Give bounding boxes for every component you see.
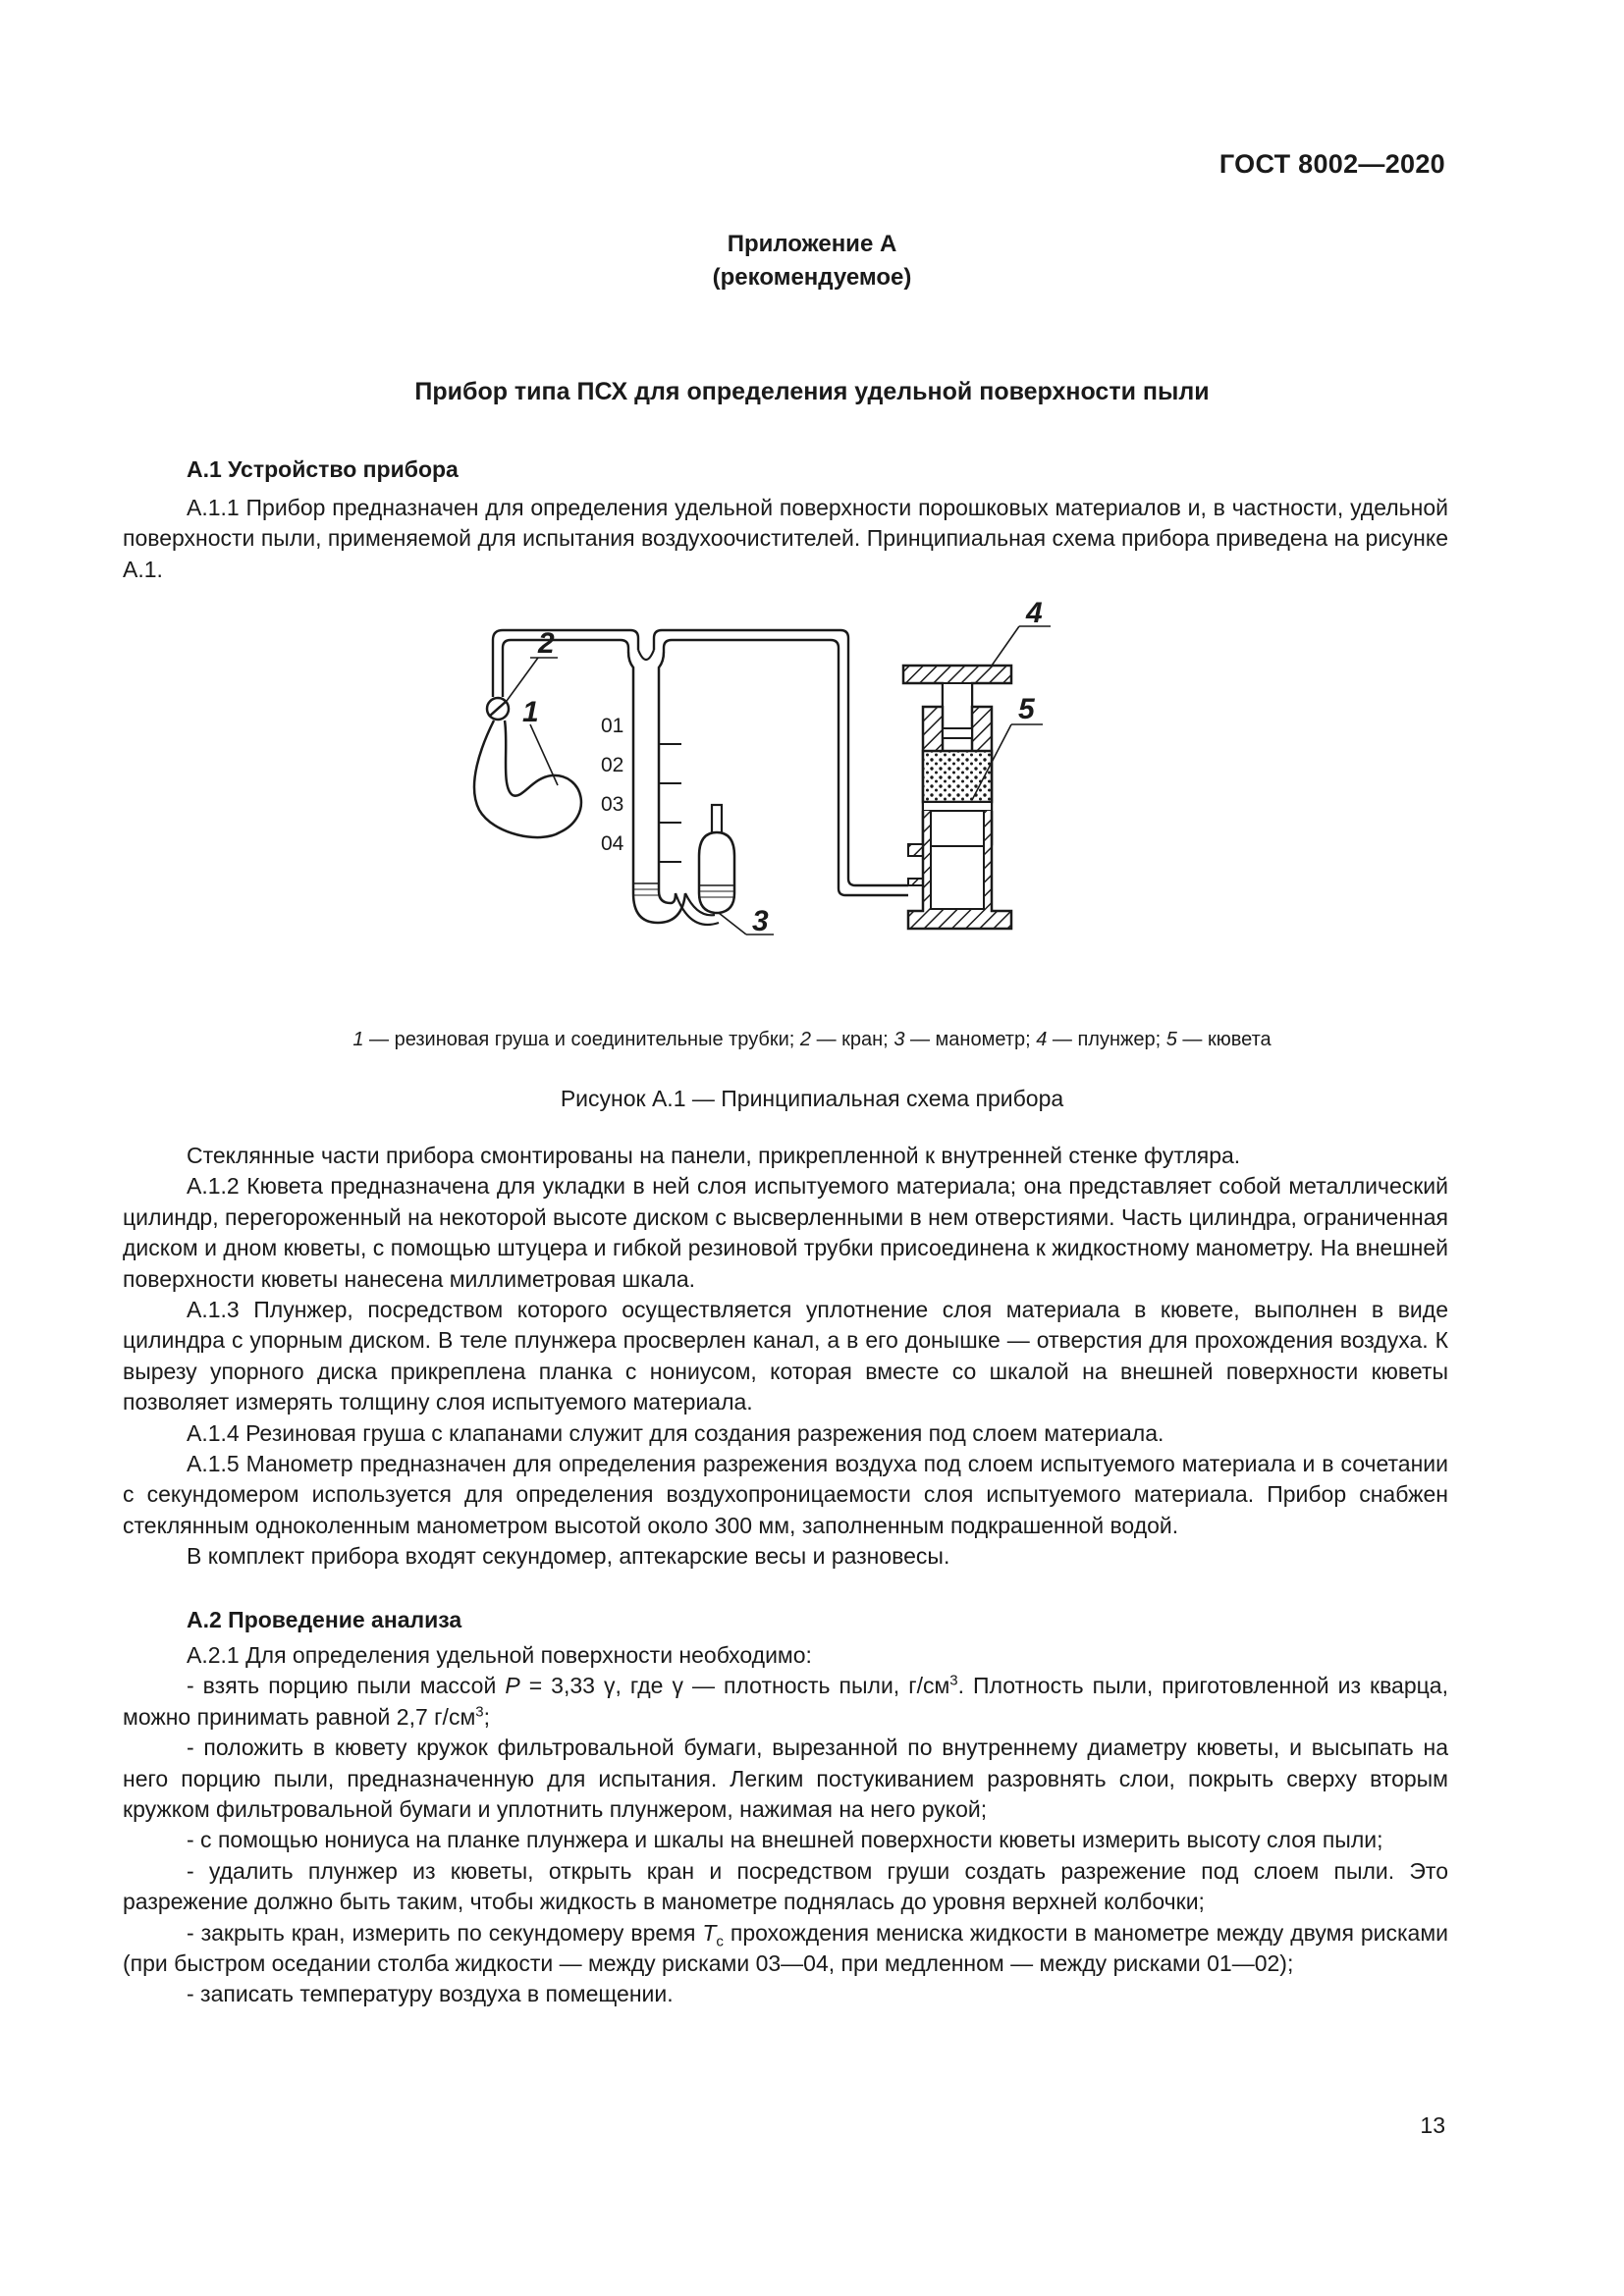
paragraph-a1-3: А.1.3 Плунжер, посредством которого осуществляется уплотнение слоя материала в кювете, выполнен в виде цилиндра с упорным диском. В теле плунжера просверлен канал, а в его донышке — отверстия для прохождения воздуха. К вырезу упорного диска прикреплена планка с нониусом, которая вместе со шкалой на внешней поверхности кюветы позволяет измерять толщину слоя испытуемого материала. (123, 1297, 1448, 1415)
legend-num-5: 5 (1165, 1029, 1177, 1050)
callout-2: 2 (538, 627, 555, 660)
step-1: - взять порцию пыли массой P = 3,33 γ, где γ — плотность пыли, $г/см^3$. Плотность пыли, приготовленной из кварца, можно принимать равной 2,7 $г/см^3$; (123, 1672, 1448, 1730)
legend-text-2: — кран; (811, 1029, 894, 1050)
section-a1-body (123, 1141, 1448, 1573)
callout-4: 4 (1026, 599, 1043, 629)
section-heading-a1: А.1 Устройство прибора (187, 456, 459, 482)
figure-legend (0, 1029, 1624, 1051)
paragraph-a1-4: А.1.4 Резиновая груша с клапанами служит для создания разрежения под слоем материала. (187, 1419, 1164, 1446)
scale-mark-03: 03 (601, 793, 624, 816)
legend-num-4: 4 (1036, 1029, 1048, 1050)
step-3: - с помощью нониуса на планке плунжера и шкалы на внешней поверхности кюветы измерить высоту слоя пыли; (187, 1827, 1383, 1853)
legend-num-3: 3 (893, 1029, 905, 1050)
legend-text-3: — манометр; (904, 1029, 1037, 1050)
paragraph-a1-1-block (123, 493, 1448, 585)
device-schematic (461, 599, 1110, 991)
annex-heading (0, 228, 1624, 294)
document-title: Прибор типа ПСХ для определения удельной поверхности пыли (414, 378, 1210, 405)
figure-caption: Рисунок А.1 — Принципиальная схема прибора (560, 1086, 1064, 1111)
section-heading-a2: А.2 Проведение анализа (187, 1607, 462, 1632)
callout-5: 5 (1018, 693, 1035, 725)
callout-1: 1 (522, 696, 539, 728)
section-a2-body (123, 1640, 1448, 2010)
legend-text-1: — резиновая груша и соединительные трубки; (363, 1029, 800, 1050)
step-5: - закрыть кран, измерить по секундомеру время $T_c$ прохождения мениска жидкости в манометре между двумя рисками (при быстром оседании столба жидкости — между рисками 03—04, при медленном — между рисками 01—02); (123, 1919, 1448, 1977)
paragraph-a2-1: А.2.1 Для определения удельной поверхности необходимо: (187, 1642, 812, 1668)
dust-layer (923, 751, 992, 802)
paragraph-a1-5: А.1.5 Манометр предназначен для определения разрежения воздуха под слоем испытуемого материала и в сочетании с секундомером используется для определения воздухопроницаемости слоя испытуемого материала. Прибор снабжен стеклянным одноколенным манометром высотой около 300 мм, заполненным подкрашенной водой. (123, 1451, 1448, 1538)
scale-mark-02: 02 (601, 754, 624, 776)
paragraph-a1-2: А.1.2 Кювета предназначена для укладки в ней слоя испытуемого материала; она представляет собой металлический цилиндр, перегороженный на некоторой высоте диском с высверленными в нем отверстиями. Часть цилиндра, ограниченная диском и дном кюветы, с помощью штуцера и гибкой резиновой трубки присоединена к жидкостному манометру. На внешней поверхности кюветы нанесена миллиметровая шкала. (123, 1173, 1448, 1292)
legend-num-1: 1 (352, 1029, 364, 1050)
rubber-bulb (474, 721, 581, 837)
paragraph-kit: В комплект прибора входят секундомер, аптекарские весы и разновесы. (187, 1543, 950, 1570)
manometer (628, 652, 685, 923)
annex-title: Приложение А (727, 231, 897, 257)
manometer-bulb (699, 832, 734, 913)
legend-num-2: 2 (799, 1029, 812, 1050)
page-number: 13 (1420, 2112, 1445, 2138)
step-6: - записать температуру воздуха в помещении. (187, 1981, 674, 2007)
step-4: - удалить плунжер из кюветы, открыть кран и посредством груши создать разрежение под слоем пыли. Это разрежение должно быть таким, чтобы жидкость в манометре поднялась до уровня верхней колбочки; (123, 1857, 1448, 1915)
annex-status: (рекомендуемое) (712, 264, 912, 291)
legend-text-5: — кювета (1176, 1029, 1272, 1050)
legend-text-4: — плунжер; (1047, 1029, 1166, 1050)
standard-id: ГОСТ 8002—2020 (1218, 149, 1445, 179)
callout-3: 3 (752, 905, 769, 937)
scale-mark-01: 01 (601, 715, 624, 737)
scale-mark-04: 04 (601, 832, 624, 855)
step-2: - положить в кювету кружок фильтровальной бумаги, вырезанной по внутреннему диаметру кюветы, и высыпать на него порцию пыли, предназначенную для испытания. Легким постукиванием разровнять слои, покрыть сверху вторым кружком фильтровальной бумаги и уплотнить плунжером, нажимая на него рукой; (123, 1735, 1448, 1823)
paragraph-a1-1: А.1.1 Прибор предназначен для определения удельной поверхности порошковых материалов и, в частности, удельной поверхности пыли, применяемой для испытания воздухоочистителей. Принципиальная схема прибора приведена на рисунке А.1. (123, 495, 1448, 582)
paragraph-glass-parts: Стеклянные части прибора смонтированы на панели, прикрепленной к внутренней стенке футляра. (187, 1143, 1241, 1168)
